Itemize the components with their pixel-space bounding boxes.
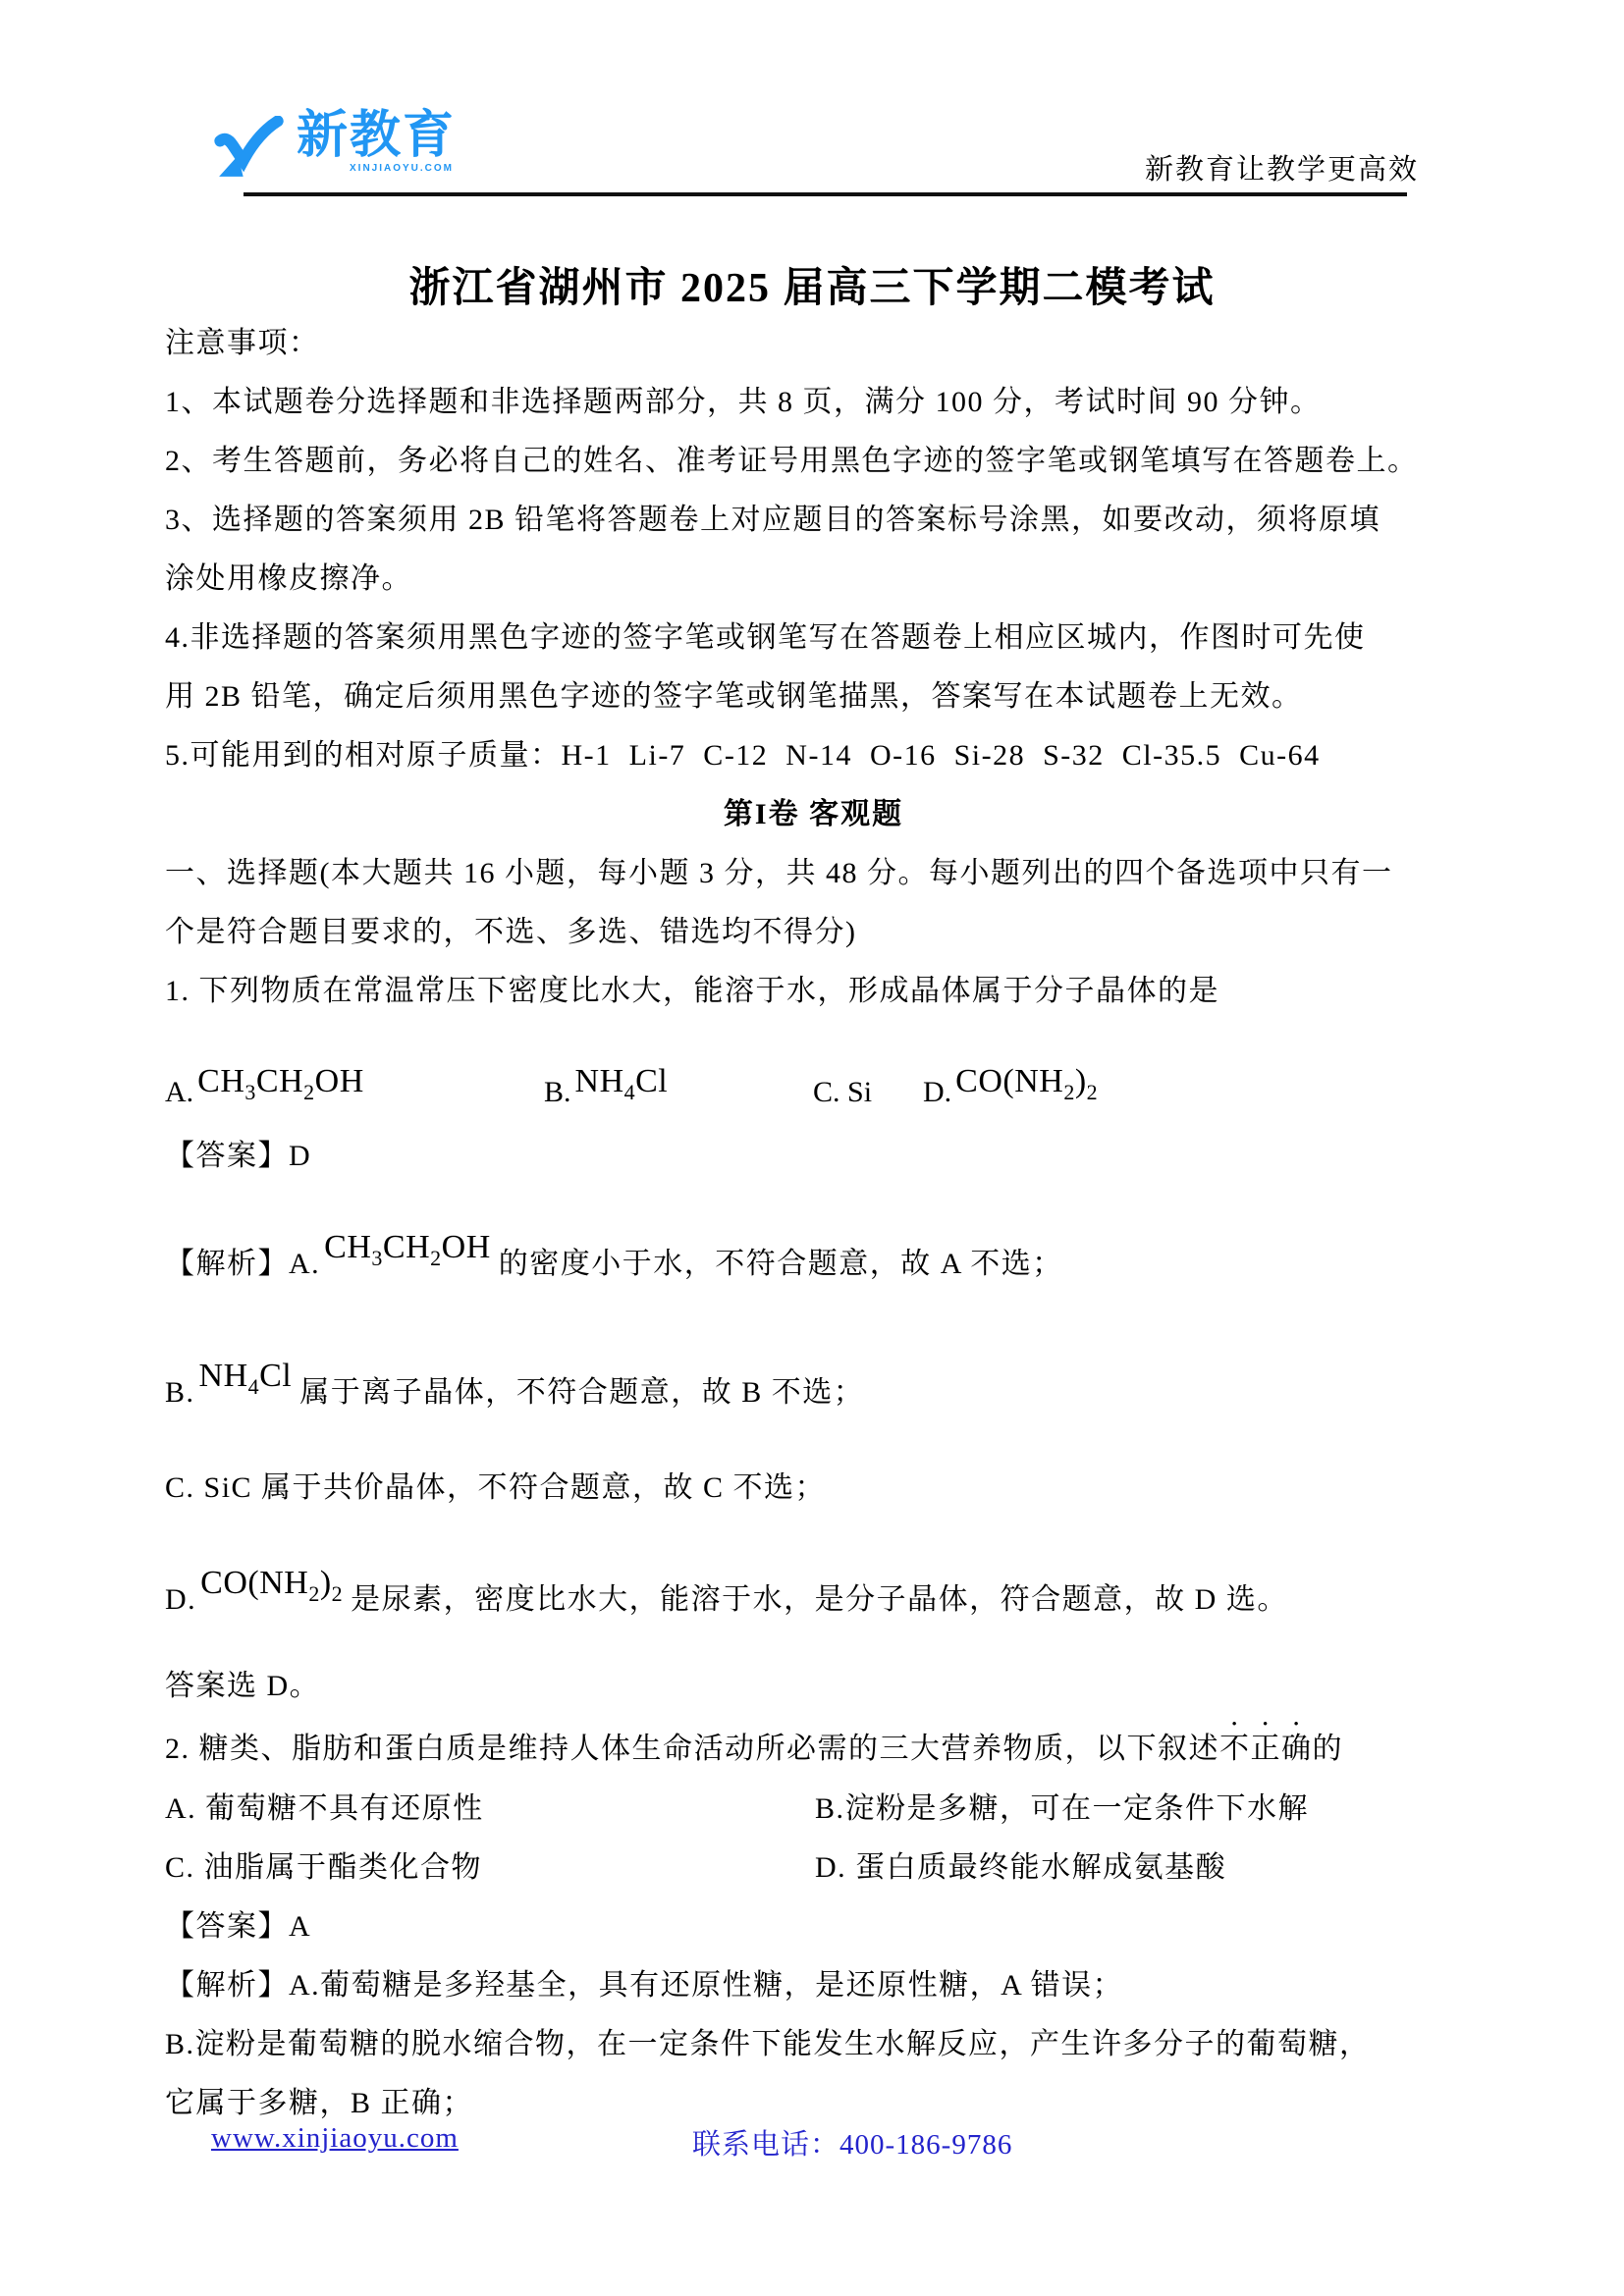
stem-text: 的 bbox=[1312, 1733, 1343, 1765]
header-slogan: 新教育让教学更高效 bbox=[1144, 154, 1419, 186]
question-1-stem: 1. 下列物质在常温常压下密度比水大，能溶于水，形成晶体属于分子晶体的是 bbox=[165, 975, 1219, 1007]
section-intro-line: 一、选择题(本大题共 16 小题，每小题 3 分，共 48 分。每小题列出的四个备选项中只有一 bbox=[165, 857, 1393, 889]
logo-domain-text: XINJIAOYU.COM bbox=[350, 163, 455, 174]
question-2-analysis-line: B.淀粉是葡萄糖的脱水缩合物，在一定条件下能发生水解反应，产生许多分子的葡萄糖， bbox=[165, 2028, 1371, 2060]
logo-text-wrap bbox=[297, 107, 457, 174]
chem-formula-urea: $CO(NH_2)_2$ bbox=[200, 1565, 344, 1606]
option-label: B. bbox=[544, 1076, 571, 1108]
question-1-options-row bbox=[165, 1021, 1462, 1121]
analysis-prefix: D. bbox=[165, 1583, 197, 1616]
notice-heading: 注意事项： bbox=[165, 327, 320, 359]
notice-line: 4.非选择题的答案须用黑色字迹的签字笔或钢笔写在答题卷上相应区城内，作图时可先使 bbox=[165, 621, 1366, 654]
question-1-option-b bbox=[544, 1063, 676, 1109]
section-heading: 第I卷 客观题 bbox=[723, 798, 904, 830]
question-1-answer: 【答案】D bbox=[165, 1140, 312, 1172]
section-intro-line: 个是符合题目要求的，不选、多选、错选均不得分) bbox=[165, 916, 857, 948]
chem-formula-nh4cl: $NH_4Cl$ bbox=[574, 1063, 669, 1104]
question-1-analysis-a bbox=[165, 1192, 1462, 1320]
question-2-analysis-line: 它属于多糖，B 正确； bbox=[165, 2087, 474, 2119]
chem-formula-ethanol: $CH_3CH_2OH$ bbox=[324, 1229, 491, 1270]
stem-text: 2. 糖类、脂肪和蛋白质是维持人体生命活动所必需的三大营养物质，以下叙述 bbox=[165, 1733, 1219, 1765]
chem-formula-urea: $CO(NH_2)_2$ bbox=[955, 1063, 1099, 1104]
chem-formula-nh4cl: $NH_4Cl$ bbox=[198, 1358, 293, 1399]
analysis-text: 的密度小于水，不符合题意，故 A 不选； bbox=[498, 1248, 1063, 1280]
question-2-option-a: A. 葡萄糖不具有还原性 bbox=[165, 1792, 484, 1825]
notice-line: 5.可能用到的相对原子质量：H-1 Li-7 C-12 N-14 O-16 Si-28 S-32 Cl-35.5 Cu-64 bbox=[165, 739, 1321, 772]
notice-line: 涂处用橡皮擦净。 bbox=[165, 562, 412, 595]
question-1-analysis-c: C. SiC 属于共价晶体，不符合题意，故 C 不选； bbox=[165, 1471, 827, 1504]
header-divider bbox=[244, 192, 1407, 196]
page-title: 浙江省湖州市 2025 届高三下学期二模考试 bbox=[408, 266, 1216, 312]
question-2-analysis-line: 【解析】A.葡萄糖是多羟基全，具有还原性糖，是还原性糖，A 错误； bbox=[165, 1969, 1124, 2002]
analysis-text: 是尿素，密度比水大，能溶于水，是分子晶体，符合题意，故 D 选。 bbox=[351, 1583, 1288, 1616]
question-1-analysis-d bbox=[165, 1527, 1462, 1656]
question-1-analysis-b bbox=[165, 1320, 1462, 1449]
emphasized-text: 不正确 bbox=[1219, 1733, 1313, 1765]
question-2-option-b: B.淀粉是多糖，可在一定条件下水解 bbox=[815, 1792, 1310, 1825]
analysis-prefix: B. bbox=[165, 1376, 195, 1409]
logo bbox=[210, 107, 457, 179]
chem-formula-ethanol: $CH_3CH_2OH$ bbox=[197, 1063, 364, 1104]
footer-phone: 联系电话：400-186-9786 bbox=[692, 2129, 1013, 2161]
question-2-stem bbox=[165, 1717, 1462, 1780]
notice-line: 3、选择题的答案须用 2B 铅笔将答题卷上对应题目的答案标号涂黑，如要改动，须将原填 bbox=[165, 504, 1381, 536]
question-2-answer: 【答案】A bbox=[165, 1910, 312, 1943]
footer-website-link[interactable]: www.xinjiaoyu.com bbox=[211, 2122, 459, 2154]
question-1-option-a bbox=[165, 1063, 372, 1109]
notice-line: 2、考生答题前，务必将自己的姓名、准考证号用黑色字迹的签字笔或钢笔填写在答题卷上。 bbox=[165, 445, 1419, 477]
logo-brand-name: 新教育 bbox=[297, 107, 457, 164]
question-1-conclusion: 答案选 D。 bbox=[165, 1670, 321, 1702]
logo-check-icon bbox=[210, 116, 287, 179]
question-2-options-row-1 bbox=[165, 1780, 1462, 1839]
document-body bbox=[165, 314, 1462, 2133]
analysis-text: 属于离子晶体，不符合题意，故 B 不选； bbox=[299, 1376, 865, 1409]
analysis-prefix: 【解析】A. bbox=[165, 1248, 321, 1280]
notice-line: 1、本试题卷分选择题和非选择题两部分，共 8 页，满分 100 分，考试时间 90 分钟。 bbox=[165, 386, 1322, 418]
question-1-option-c bbox=[813, 1076, 872, 1109]
question-2-option-d: D. 蛋白质最终能水解成氨基酸 bbox=[815, 1851, 1227, 1884]
option-label: D. bbox=[923, 1076, 952, 1108]
option-text: Si bbox=[847, 1076, 873, 1108]
question-2-option-c: C. 油脂属于酯类化合物 bbox=[165, 1851, 483, 1884]
notice-line: 用 2B 铅笔，确定后须用黑色字迹的签字笔或钢笔描黑，答案写在本试题卷上无效。 bbox=[165, 680, 1303, 713]
question-1-option-d bbox=[923, 1063, 1106, 1109]
question-2-options-row-2 bbox=[165, 1839, 1462, 1897]
option-label: C. bbox=[813, 1076, 840, 1108]
page-footer bbox=[0, 2122, 1624, 2181]
option-label: A. bbox=[165, 1076, 194, 1108]
